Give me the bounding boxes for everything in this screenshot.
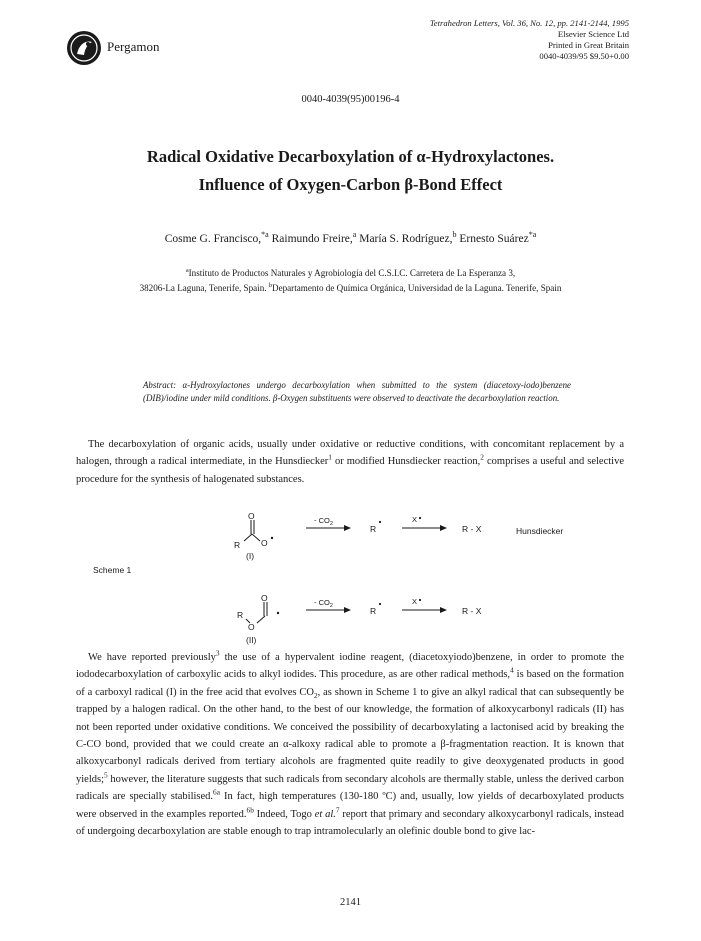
para2-text-4: , as shown in Scheme 1 to give an alkyl radical that can subsequently be trapped by a halogen radical. On the other hand, to the best of our knowledge, the formation of alkoxycarbonyl radicals (II) has not been reported under oxidative conditions. We conceived the possibility of decarboxylating a lactonised acid by breaking the C-CO bond, provided that we could create an α-alkoxy radical able to promote a β-fragmentation reaction. It is known that alkoxycarbonyl radicals derived from tertiary alcohols are fragmented quite readily to give deoxygenated products in good yields; — [76, 686, 624, 785]
author-1-mark: *a — [261, 230, 269, 240]
para1-ref-2: 2 — [480, 452, 484, 462]
affiliation-b: Departamento de Química Orgánica, Universidad de la Laguna. Tenerife, Spain — [272, 283, 562, 293]
para2-et-al: et al. — [314, 808, 336, 820]
radical-r-2: R — [370, 606, 377, 616]
scheme-label: Scheme 1 — [93, 565, 132, 575]
affiliation-a-city: 38206-La Laguna, Tenerife, Spain. — [139, 283, 269, 293]
title-line-2: Influence of Oxygen-Carbon β-Bond Effect — [198, 175, 503, 194]
issn-line: 0040-4039/95 $9.50+0.00 — [539, 51, 629, 61]
para2-text-5: however, the literature suggests that such radicals from secondary alcohols are thermally stable, unless the derived carbon radicals are specially stabilised. — [76, 773, 624, 803]
abstract: Abstract: α-Hydroxylactones undergo decarboxylation when submitted to the system (diacetoxy-iodo)benzene (DIB)/iodine under mild conditions. β-Oxygen substituents were observed to deactivate the decarboxylation reaction. — [143, 380, 571, 403]
author-4-mark: *a — [528, 230, 537, 240]
para2-ref-3: 3 — [215, 648, 220, 658]
hunsdiecker-label: Hunsdiecker — [516, 526, 564, 536]
atom-o-1: O — [261, 538, 268, 548]
para1-text-1: The decarboxylation of organic acids, usually under oxidative or reductive conditions, with concomitant replacement by a halogen, through a radical intermediate, in the Hunsdiecker — [76, 439, 624, 468]
para2-text-7: Indeed, Togo — [253, 808, 315, 820]
para2-co2-sub: 2 — [313, 690, 318, 700]
para1-text-3: comprises a useful and selective procedure for the synthesis of halogenated substances. — [76, 456, 624, 485]
journal-info — [430, 18, 629, 62]
para2-text-8: report that primary and secondary alkoxycarbonyl radicals, instead of undergoing decarboxylation are stable enough to trap intramolecularly an olefinic double bond to give lac- — [76, 808, 625, 838]
para2-text-6: In fact, high temperatures (130-180 ºC) and, usually, low yields of decarboxylated products were observed in the examples reported. — [76, 791, 624, 820]
atom-r-1: R — [234, 540, 241, 550]
atom-o-2: O — [248, 622, 255, 632]
journal-citation: Tetrahedron Letters, Vol. 36, No. 12, pp. 2141-2144, 1995 — [429, 18, 629, 28]
product-rx-1: R - X — [462, 524, 482, 534]
pergamon-logo-icon — [66, 30, 102, 66]
atom-o-carbonyl-2: O — [261, 593, 268, 603]
paragraph-2 — [76, 649, 624, 840]
affiliation-a: Instituto de Productos Naturales y Agrobiología del C.S.I.C. Carretera de La Esperanza 3, — [188, 268, 516, 278]
author-4: Ernesto Suárez — [456, 233, 529, 245]
para1-text-2: or modified Hunsdiecker reaction, — [331, 456, 481, 468]
publisher-name: Pergamon — [107, 39, 160, 54]
page-number: 2141 — [340, 897, 361, 908]
affiliation-line-2 — [0, 281, 701, 296]
para2-text-1: We have reported previously — [88, 652, 216, 663]
paper-title — [0, 143, 701, 199]
atom-r-2: R — [237, 610, 244, 620]
affiliations — [0, 266, 701, 296]
label-II: (II) — [246, 635, 257, 645]
para2-ref-6a: 6a — [213, 787, 220, 797]
authors — [0, 230, 701, 245]
para2-ref-6b: 6b — [246, 805, 254, 815]
product-rx-2: R - X — [462, 606, 482, 616]
affil-mark-a: a — [185, 266, 189, 274]
para2-text-3: is based on the formation of a carboxyl radical (I) in the free acid that evolves CO — [76, 669, 624, 698]
para2-ref-4: 4 — [510, 665, 514, 675]
para2-text-2: the use of a hypervalent iodine reagent, (diacetoxyiodo)benzene, in order to promote the iododecarboxylation of carboxylic acids to alkyl iodides. This procedure, as are other radical methods, — [76, 652, 624, 681]
publisher-line: Elsevier Science Ltd — [557, 29, 629, 39]
label-I: (I) — [246, 551, 255, 561]
affiliation-line-1 — [0, 266, 701, 281]
para1-ref-1: 1 — [328, 452, 332, 462]
paragraph-1 — [76, 436, 624, 488]
minus-co2-2: - $CO_2$ — [314, 598, 333, 609]
title-line-1: Radical Oxidative Decarboxylation of α-Hydroxylactones. — [146, 147, 555, 166]
author-1: Cosme G. Francisco, — [164, 233, 262, 245]
author-2: Raimundo Freire, — [268, 233, 353, 245]
para2-ref-7: 7 — [335, 805, 340, 815]
printed-line: Printed in Great Britain — [548, 40, 629, 50]
affil-mark-b: b — [268, 281, 272, 289]
para2-ref-5: 5 — [104, 770, 108, 780]
reagent-x-1: X — [412, 515, 418, 524]
doi: 0040-4039(95)00196-4 — [301, 94, 400, 105]
minus-co2-1: - $CO_2$ — [314, 516, 333, 527]
author-3-mark: b — [452, 230, 457, 240]
radical-r-1: R — [370, 524, 377, 534]
author-3: María S. Rodríguez, — [356, 233, 453, 245]
reagent-x-2: X — [412, 597, 418, 606]
author-2-mark: a — [352, 230, 357, 240]
atom-o-carbonyl-1: O — [248, 511, 255, 521]
